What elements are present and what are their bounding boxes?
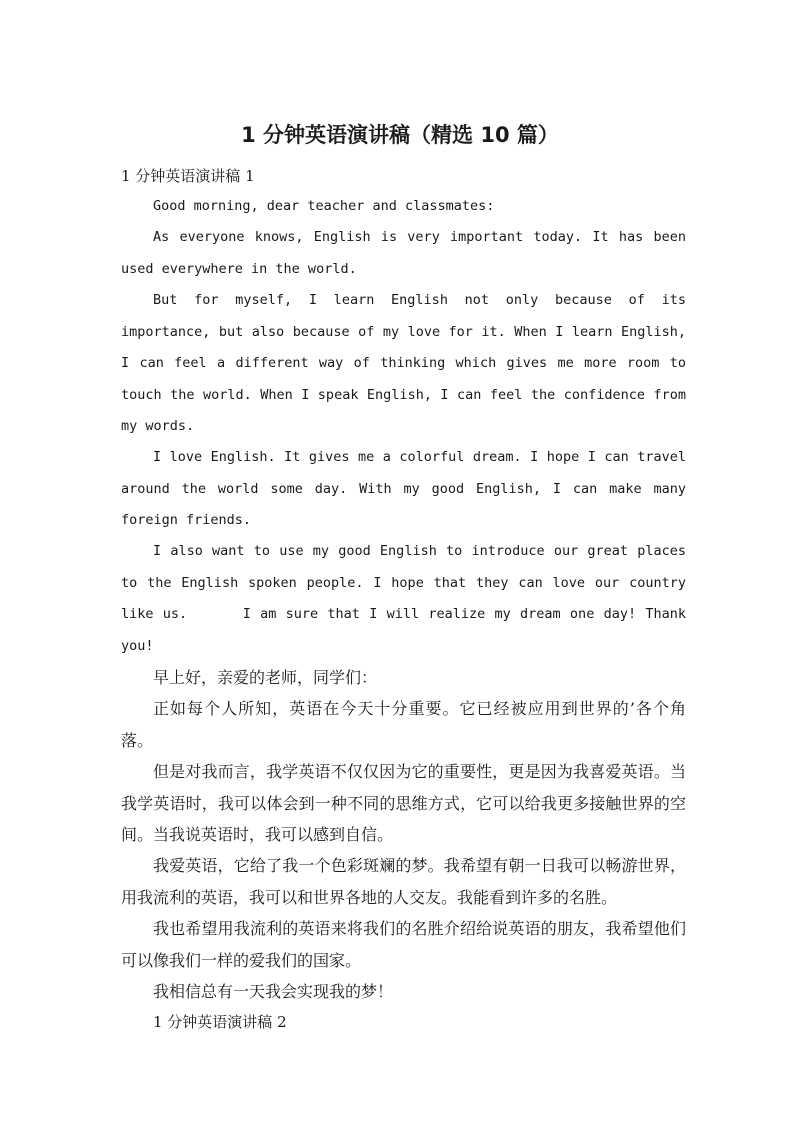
document-title: 1 分钟英语演讲稿（精选 10 篇）: [241, 123, 559, 147]
chinese-paragraph: 早上好，亲爱的老师，同学们：: [153, 668, 378, 687]
section-heading-1: 1 分钟英语演讲稿 1: [121, 167, 255, 185]
english-paragraph: I also want to use my good English to introduce our great places to the English spoken people. I hope that they can love our country like us. I am sure that I will realize my dream one day! Thank you!: [121, 543, 695, 654]
chinese-paragraph: 但是对我而言，我学英语不仅仅因为它的重要性，更是因为我喜爱英语。当我学英语时，我可以体会到一种不同的思维方式，它可以给我更多接触世界的空间。当我说英语时，我可以感到自信。: [121, 762, 686, 844]
chinese-paragraph: 我也希望用我流利的英语来将我们的名胜介绍给说英语的朋友，我希望他们可以像我们一样的爱我们的国家。: [121, 919, 686, 970]
section-heading-2: 1 分钟英语演讲稿 2: [153, 1013, 287, 1031]
chinese-paragraph: 正如每个人所知，英语在今天十分重要。它已经被应用到世界的’各个角落。: [121, 699, 686, 750]
english-paragraph: I love English. It gives me a colorful dream. I hope I can travel around the world some day. With my good English, I can make many foreign friends.: [121, 449, 686, 528]
chinese-paragraph: 我爱英语，它给了我一个色彩斑斓的梦。我希望有朝一日我可以畅游世界，用我流利的英语，我可以和世界各地的人交友。我能看到许多的名胜。: [121, 856, 686, 907]
english-paragraph: As everyone knows, English is very important today. It has been used everywhere in the world.: [121, 229, 686, 277]
english-paragraph: Good morning, dear teacher and classmates:: [153, 198, 495, 214]
chinese-paragraph: 我相信总有一天我会实现我的梦！: [153, 982, 394, 1001]
english-paragraph: But for myself, I learn English not only because of its importance, but also because of my love for it. When I learn English, I can feel a different way of thinking which gives me more room to touch the world. When I speak English, I can feel the confidence from my words.: [121, 292, 686, 434]
